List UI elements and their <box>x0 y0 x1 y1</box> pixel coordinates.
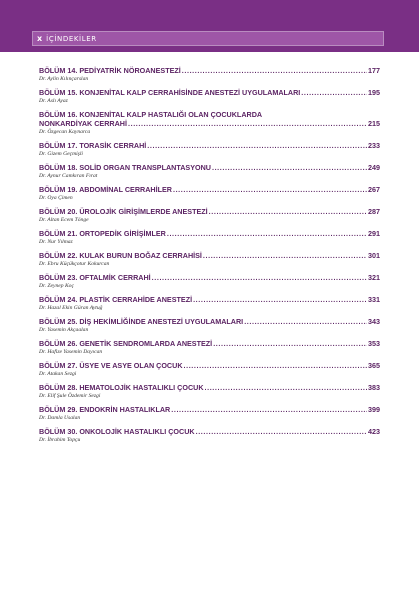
chapter-title: BÖLÜM 25. DİŞ HEKİMLİĞİNDE ANESTEZİ UYGULAMALARI <box>39 317 244 326</box>
toc-entry-15[interactable] <box>39 88 380 105</box>
chapter-title: BÖLÜM 22. KULAK BURUN BOĞAZ CERRAHİSİ <box>39 251 202 260</box>
toc-entry-24[interactable] <box>39 295 380 312</box>
chapter-title-row[interactable] <box>39 163 380 172</box>
page-number: 301 <box>368 251 380 260</box>
toc-entry-19[interactable] <box>39 185 380 202</box>
chapter-title-row[interactable] <box>39 66 380 75</box>
chapter-author: Dr. Atakan Sezgi <box>39 371 77 377</box>
close-icon[interactable]: x <box>37 34 43 43</box>
chapter-author: Dr. Aylin Kılınçarslan <box>39 76 89 82</box>
toc-header <box>32 31 384 46</box>
leader-dots <box>152 273 367 282</box>
toc-entry-27[interactable] <box>39 361 380 378</box>
leader-dots <box>205 383 367 392</box>
leader-dots <box>182 66 367 75</box>
chapter-title-row[interactable] <box>39 251 380 260</box>
chapter-title-row[interactable] <box>39 88 380 97</box>
toc-entry-29[interactable] <box>39 405 380 422</box>
chapter-title: BÖLÜM 30. ONKOLOJİK HASTALIKLI ÇOCUK <box>39 427 195 436</box>
chapter-title-row[interactable] <box>39 361 380 370</box>
chapter-title-row[interactable] <box>39 229 380 238</box>
chapter-title-row[interactable] <box>39 405 380 414</box>
leader-dots <box>196 427 367 436</box>
chapter-author: Dr. Özgecan Kaynarca <box>39 129 91 135</box>
page-number: 321 <box>368 273 380 282</box>
chapter-title: NONKARDİYAK CERRAHİ <box>39 119 127 128</box>
leader-dots <box>171 405 367 414</box>
chapter-author: Dr. Altan Ecem Tönge <box>39 217 89 223</box>
page-number: 423 <box>368 427 380 436</box>
chapter-title: BÖLÜM 20. ÜROLOJİK GİRİŞİMLERDE ANESTEZİ <box>39 207 208 216</box>
page-number: 291 <box>368 229 380 238</box>
page-number: 331 <box>368 295 380 304</box>
toc-entry-21[interactable] <box>39 229 380 246</box>
page-number: 353 <box>368 339 380 348</box>
chapter-title: BÖLÜM 27. ÜSYE VE ASYE OLAN ÇOCUK <box>39 361 183 370</box>
chapter-author: Dr. Aslı Ayaz <box>39 98 68 104</box>
chapter-author: Dr. Oya Çimen <box>39 195 73 201</box>
chapter-title-row[interactable] <box>39 141 380 150</box>
chapter-author: Dr. Gizem Geçmişli <box>39 151 83 157</box>
toc-entry-16[interactable] <box>39 110 380 136</box>
toc-entry-23[interactable] <box>39 273 380 290</box>
leader-dots <box>167 229 367 238</box>
chapter-title-row[interactable] <box>39 427 380 436</box>
chapter-title: BÖLÜM 15. KONJENİTAL KALP CERRAHİSİNDE ANESTEZİ UYGULAMALARI <box>39 88 301 97</box>
leader-dots <box>209 207 367 216</box>
page-number: 287 <box>368 207 380 216</box>
leader-dots <box>128 119 367 128</box>
page-number: 399 <box>368 405 380 414</box>
chapter-title: BÖLÜM 26. GENETİK SENDROMLARDA ANESTEZİ <box>39 339 213 348</box>
page-number: 195 <box>368 88 380 97</box>
leader-dots <box>147 141 367 150</box>
toc-entry-22[interactable] <box>39 251 380 268</box>
chapter-title: BÖLÜM 21. ORTOPEDİK GİRİŞİMLER <box>39 229 166 238</box>
chapter-author: Dr. Ebru Küçükçotur Kokurcan <box>39 261 110 267</box>
page-number: 177 <box>368 66 380 75</box>
chapter-title-row[interactable] <box>39 317 380 326</box>
chapter-title-row[interactable] <box>39 207 380 216</box>
toc-entry-17[interactable] <box>39 141 380 158</box>
leader-dots <box>193 295 367 304</box>
chapter-author: Dr. Aynur Camkıran Fırat <box>39 173 98 179</box>
chapter-title-row[interactable] <box>39 273 380 282</box>
toc-entry-20[interactable] <box>39 207 380 224</box>
chapter-author: Dr. İbrahim Topçu <box>39 437 81 443</box>
chapter-title-line1: BÖLÜM 16. KONJENİTAL KALP HASTALIĞI OLAN ÇOCUKLARDA <box>39 110 263 119</box>
page-number: 365 <box>368 361 380 370</box>
toc-entry-25[interactable] <box>39 317 380 334</box>
chapter-title: BÖLÜM 24. PLASTİK CERRAHİDE ANESTEZİ <box>39 295 193 304</box>
page-number: 249 <box>368 163 380 172</box>
chapter-title: BÖLÜM 17. TORASİK CERRAHİ <box>39 141 147 150</box>
table-of-contents <box>39 66 380 449</box>
chapter-author: Dr. Damla Usalan <box>39 415 81 421</box>
page-number: 233 <box>368 141 380 150</box>
toc-entry-18[interactable] <box>39 163 380 180</box>
leader-dots <box>184 361 367 370</box>
chapter-title-row[interactable] <box>39 383 380 392</box>
leader-dots <box>301 88 367 97</box>
chapter-title: BÖLÜM 23. OFTALMİK CERRAHİ <box>39 273 151 282</box>
toc-entry-30[interactable] <box>39 427 380 444</box>
toc-entry-26[interactable] <box>39 339 380 356</box>
leader-dots <box>212 163 367 172</box>
chapter-author: Dr. Elif Şule Özdemir Sezgi <box>39 393 101 399</box>
leader-dots <box>244 317 367 326</box>
leader-dots <box>173 185 367 194</box>
page-number: 383 <box>368 383 380 392</box>
toc-title: İÇİNDEKİLER <box>46 34 97 43</box>
page-number: 267 <box>368 185 380 194</box>
chapter-author: Dr. Hafize Yasemin Dayıcan <box>39 349 103 355</box>
chapter-author: Dr. Zeynep Koç <box>39 283 74 289</box>
chapter-title: BÖLÜM 28. HEMATOLOJİK HASTALIKLI ÇOCUK <box>39 383 204 392</box>
chapter-title-row[interactable] <box>39 119 380 128</box>
chapter-title-row[interactable] <box>39 339 380 348</box>
leader-dots <box>213 339 367 348</box>
chapter-title-row[interactable] <box>39 295 380 304</box>
chapter-author: Dr. Hazal Ekin Güran Aytuğ <box>39 305 103 311</box>
chapter-author: Dr. Yasemin Akçaalan <box>39 327 89 333</box>
chapter-title-row[interactable] <box>39 185 380 194</box>
chapter-author: Dr. Nur Yılmaz <box>39 239 73 245</box>
page-number: 343 <box>368 317 380 326</box>
chapter-title: BÖLÜM 29. ENDOKRİN HASTALIKLAR <box>39 405 171 414</box>
chapter-title: BÖLÜM 14. PEDİYATRİK NÖROANESTEZİ <box>39 66 181 75</box>
chapter-title: BÖLÜM 19. ABDOMİNAL CERRAHİLER <box>39 185 172 194</box>
leader-dots <box>203 251 367 260</box>
toc-entry-28[interactable] <box>39 383 380 400</box>
chapter-title: BÖLÜM 18. SOLİD ORGAN TRANSPLANTASYONU <box>39 163 211 172</box>
page-number: 215 <box>368 119 380 128</box>
toc-entry-14[interactable] <box>39 66 380 83</box>
